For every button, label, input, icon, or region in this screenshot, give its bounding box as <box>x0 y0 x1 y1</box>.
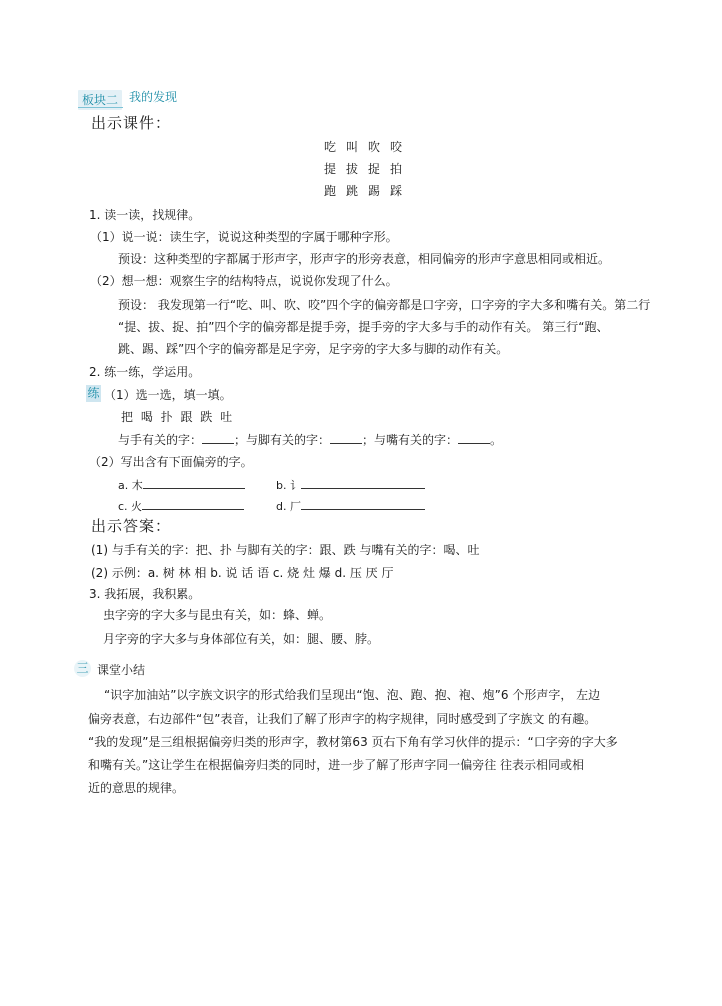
char: 提 <box>324 162 337 176</box>
radical-b-label: b. 讠 <box>276 479 301 492</box>
summary-p5: 近的意思的规律。 <box>88 781 185 795</box>
char: 拍 <box>390 162 403 176</box>
answers-line1: (1) 与手有关的字：把、扑 与脚有关的字：跟、跌 与嘴有关的字：喝、吐 <box>91 543 480 557</box>
char-row-3 <box>324 182 412 199</box>
item1-preset1: 预设：这种类型的字都属于形声字，形声字的形旁表意，相同偏旁的形声字意思相同或相近。 <box>118 252 611 266</box>
section3-title: 课堂小结 <box>97 663 146 677</box>
fill-line <box>118 431 502 448</box>
char: 跳 <box>346 184 359 198</box>
item1-sub2: （2）想一想：观察生字的结构特点，说说你发现了什么。 <box>90 274 398 288</box>
fill-foot-blank[interactable] <box>330 432 362 444</box>
item1-title: 1. 读一读，找规律。 <box>89 208 201 222</box>
radical-a <box>118 477 245 493</box>
item2-sub1: （1）选一选，填一填。 <box>104 388 232 402</box>
item1-preset2-line2: “提、拔、捉、拍”四个字的偏旁都是提手旁，提手旁的字大多与手的动作有关。 第三行“跑、 <box>118 320 609 334</box>
item2-sub2: （2）写出含有下面偏旁的字。 <box>89 455 253 469</box>
item2-choices: 把 喝 扑 跟 跌 吐 <box>121 410 235 424</box>
summary-p3: “我的发现”是三组根据偏旁归类的形声字，教材第63 页右下角有学习伙伴的提示：“口字旁的字大多 <box>88 735 618 749</box>
char: 咬 <box>390 140 403 154</box>
answers-heading: 出示答案： <box>91 517 172 535</box>
section-title: 我的发现 <box>129 90 178 104</box>
section-underline <box>78 107 123 108</box>
summary-p1: “识字加油站”以字族文识字的形式给我们呈现出“饱、泡、跑、抱、袍、炮”6 个形声字， 左边 <box>104 688 601 702</box>
practice-badge: 练 <box>87 386 100 400</box>
radical-a-label: a. 木 <box>118 479 143 492</box>
char-row-1 <box>324 138 412 155</box>
item3-line2: 月字旁的字大多与身体部位有关，如：腿、腰、脖。 <box>103 632 380 646</box>
char: 踩 <box>390 184 403 198</box>
radical-b-blank[interactable] <box>301 477 425 489</box>
item2-title: 2. 练一练，学运用。 <box>89 365 201 379</box>
radical-c-label: c. 火 <box>118 500 143 513</box>
char: 踢 <box>368 184 381 198</box>
char-row-2 <box>324 160 412 177</box>
item3-title: 3. 我拓展，我积累。 <box>89 587 201 601</box>
char: 吃 <box>324 140 337 154</box>
radical-d <box>276 498 425 514</box>
char: 跑 <box>324 184 337 198</box>
fill-end: 。 <box>490 433 503 447</box>
item1-preset2-line3: 跳、踢、踩”四个字的偏旁都是足字旁，足字旁的字大多与脚的动作有关。 <box>118 342 509 356</box>
radical-c <box>118 498 244 514</box>
item3-line1: 虫字旁的字大多与昆虫有关，如：蜂、蝉。 <box>103 608 332 622</box>
radical-b <box>276 477 425 493</box>
fill-mouth-blank[interactable] <box>458 432 490 444</box>
char: 捉 <box>368 162 381 176</box>
answers-line2: (2) 示例：a. 树 林 相 b. 说 话 语 c. 烧 灶 爆 d. 压 厌 厅 <box>91 566 394 580</box>
item1-sub1: （1）说一说：读生字，说说这种类型的字属于哪种字形。 <box>90 230 398 244</box>
char: 拔 <box>346 162 359 176</box>
fill-mouth-label: ；与嘴有关的字： <box>362 433 459 447</box>
radical-c-blank[interactable] <box>142 498 244 510</box>
summary-p2: 偏旁表意，右边部件“包”表音，让我们了解了形声字的构字规律，同时感受到了字族文 的有趣。 <box>88 712 597 726</box>
section3-badge: 三 <box>74 660 91 677</box>
fill-hand-label: 与手有关的字： <box>118 433 203 447</box>
radical-a-blank[interactable] <box>143 477 245 489</box>
char: 吹 <box>368 140 381 154</box>
fill-foot-label: ；与脚有关的字： <box>234 433 331 447</box>
show-courseware-heading: 出示课件： <box>91 114 172 132</box>
section-tag: 板块二 <box>78 90 122 110</box>
summary-p4: 和嘴有关。”这让学生在根据偏旁归类的同时，进一步了解了形声字同一偏旁往 往表示相同或相 <box>88 758 585 772</box>
char: 叫 <box>346 140 359 154</box>
item1-preset2-line1: 预设： 我发现第一行“吃、叫、吹、咬”四个字的偏旁都是口字旁，口字旁的字大多和嘴有关。第二行 <box>118 298 651 312</box>
fill-hand-blank[interactable] <box>202 432 234 444</box>
radical-d-blank[interactable] <box>301 498 425 510</box>
radical-d-label: d. 厂 <box>276 500 301 513</box>
